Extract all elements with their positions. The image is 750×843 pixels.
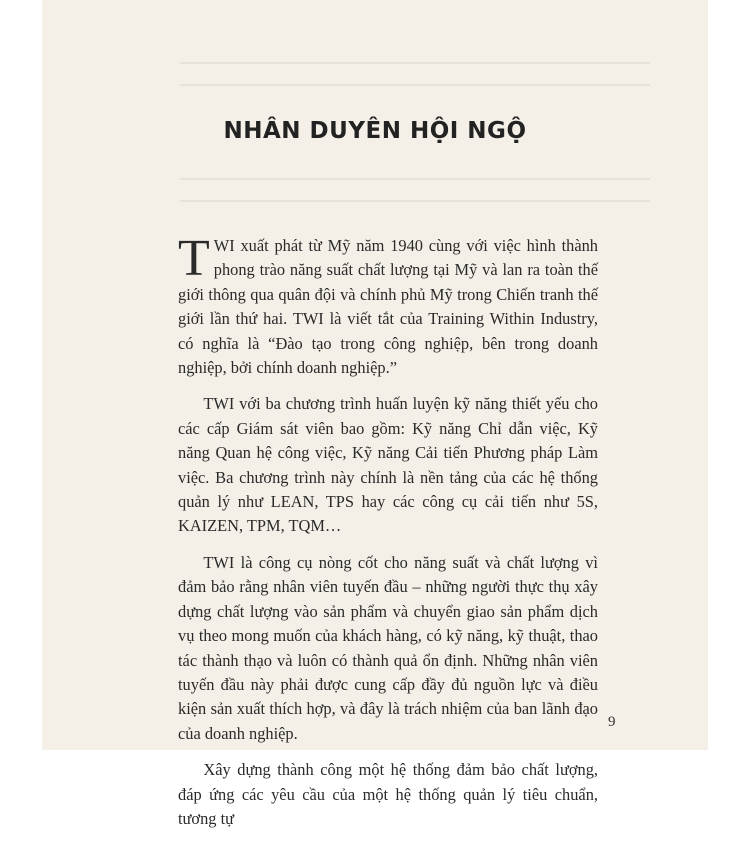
chapter-title: NHÂN DUYÊN HỘI NGỘ <box>223 118 527 144</box>
book-page <box>42 0 708 828</box>
drop-cap: T <box>178 230 210 287</box>
page-number: 9 <box>608 714 616 730</box>
show-through-line <box>180 200 650 202</box>
paragraph-3: TWI là công cụ nòng cốt cho năng suất và chất lượng vì đảm bảo rằng nhân viên tuyến đầu – những người thực thụ xây dựng chất lượng vào sản phẩm và chuyển giao sản phẩm dịch vụ theo mong muốn của khách hàng, có kỹ năng, kỹ thuật, thao tác thành thạo và luôn có thành quả ổn định. Những nhân viên tuyến đầu này phải được cung cấp đầy đủ nguồn lực và điều kiện sản xuất thích hợp, và đây là trách nhiệm của ban lãnh đạo của doanh nghiệp. <box>178 552 598 743</box>
show-through-line <box>180 84 650 86</box>
paragraph-2: TWI với ba chương trình huấn luyện kỹ năng thiết yếu cho các cấp Giám sát viên bao gồm: Kỹ năng Chỉ dẫn việc, Kỹ năng Quan hệ công việc, Kỹ năng Cải tiến Phương pháp Làm việc. Ba chương trình này chính là nền tảng của các hệ thống quản lý như LEAN, TPS hay các công cụ cải tiến như 5S, KAIZEN, TPM, TQM… <box>178 394 598 536</box>
show-through-line <box>180 178 650 180</box>
paragraph-text: WI xuất phát từ Mỹ năm 1940 cùng với việc hình thành phong trào năng suất chất lượng tại Mỹ và lan ra toàn thế giới thông qua quân đội và chính phủ Mỹ trong Chiến tranh thế giới lần thứ hai. TWI là viết tắt của Training Within Industry, có nghĩa là “Đào tạo trong công nghiệp, bên trong doanh nghiệp, bởi chính doanh nghiệp.” <box>178 236 598 378</box>
paragraph-1 <box>178 230 598 380</box>
paragraph-4: Xây dựng thành công một hệ thống đảm bảo chất lượng, đáp ứng các yêu cầu của một hệ thống quản lý tiêu chuẩn, tương tự <box>178 760 598 828</box>
show-through-line <box>180 62 650 64</box>
body-text <box>178 230 598 843</box>
